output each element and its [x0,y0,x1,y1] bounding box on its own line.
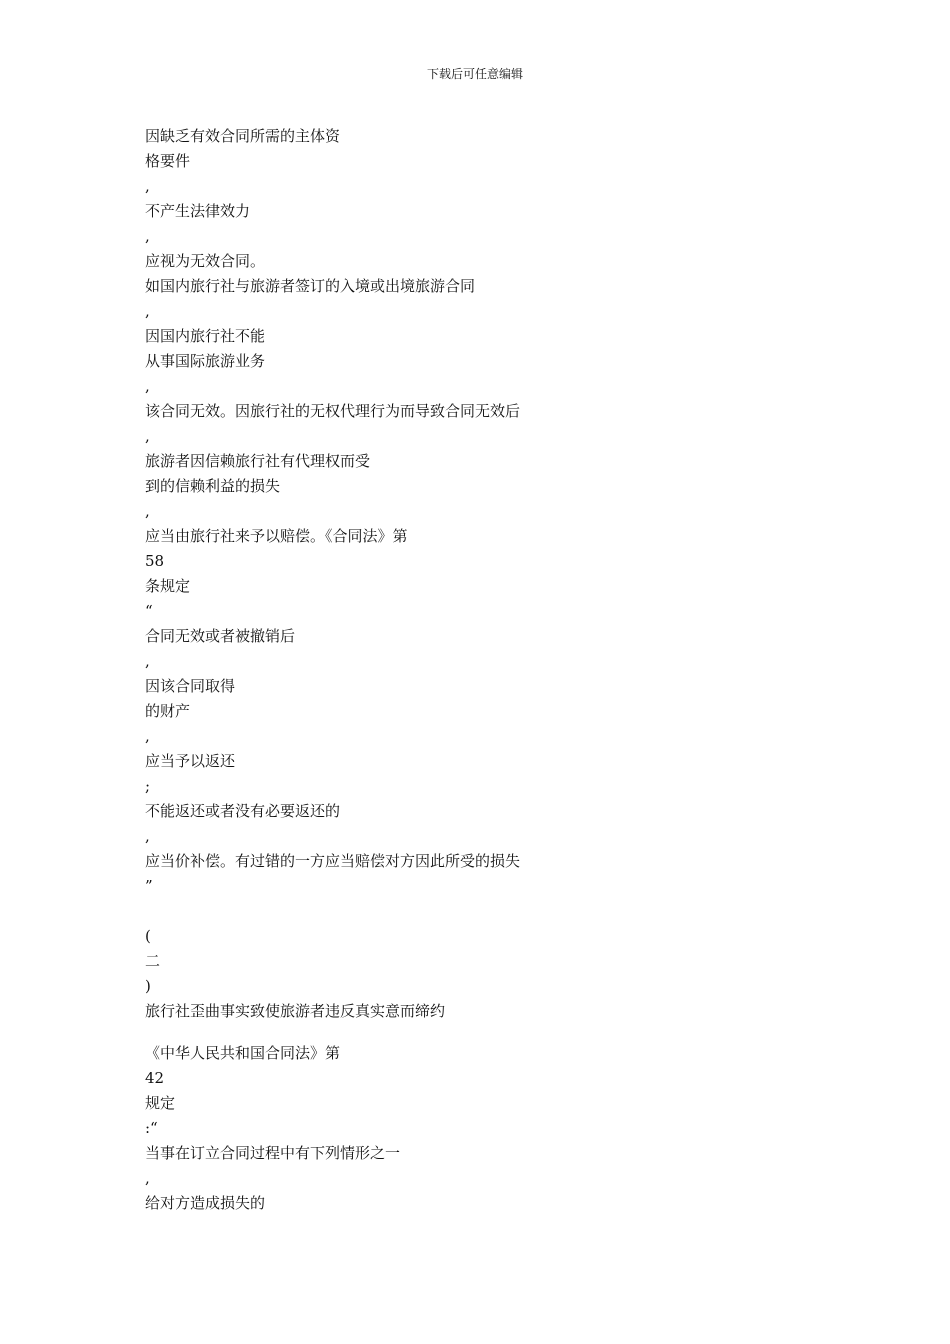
text-line: ( [145,927,151,945]
text-line: , [145,377,150,395]
text-line: 因缺乏有效合同所需的主体资 [145,127,341,145]
text-line: 58 [145,552,165,570]
text-line: 的财产 [145,702,191,720]
text-line: 《中华人民共和国合同法》第 [145,1044,341,1062]
text-line: , [145,1169,150,1187]
paragraph-gap [145,899,785,924]
text-line: 不产生法律效力 [145,202,251,220]
text-line: 旅游者因信赖旅行社有代理权而受 [145,452,371,470]
text-line: 到的信赖利益的损失 [145,477,281,495]
text-line: , [145,227,150,245]
text-line: 条规定 [145,577,191,595]
text-line: 该合同无效。因旅行社的无权代理行为而导致合同无效后 [145,402,521,420]
text-line: ; [145,777,151,795]
document-body [145,124,785,1216]
text-line: 从事国际旅游业务 [145,352,266,370]
text-line: , [145,427,150,445]
text-line: “ [145,602,153,620]
text-line: 不能返还或者没有必要返还的 [145,802,341,820]
section-heading: 旅行社歪曲事实致使旅游者违反真实意而缔约 [145,1002,446,1020]
paragraph-gap [145,1024,785,1041]
text-line: , [145,302,150,320]
text-line: 如国内旅行社与旅游者签订的入境或出境旅游合同 [145,277,476,295]
text-line: , [145,727,150,745]
text-line: 规定 [145,1094,176,1112]
text-line: , [145,827,150,845]
page-header: 下载后可任意编辑 [426,67,523,81]
text-line: 二 [145,952,161,970]
text-line: , [145,652,150,670]
text-line: 合同无效或者被撤销后 [145,627,296,645]
text-line: , [145,502,150,520]
text-line: 因国内旅行社不能 [145,327,266,345]
text-line: 应当价补偿。有过错的一方应当赔偿对方因此所受的损失 [145,852,521,870]
text-line: ” [145,877,153,895]
text-line: 格要件 [145,152,191,170]
text-line: 应视为无效合同。 [145,252,266,270]
text-line: 因该合同取得 [145,677,236,695]
text-line: 应当由旅行社来予以赔偿。《合同法》第 [145,527,408,545]
text-line: ) [145,977,151,995]
text-line: , [145,177,150,195]
text-line: :“ [145,1119,158,1137]
text-line: 42 [145,1069,165,1087]
text-line: 给对方造成损失的 [145,1194,266,1212]
text-line: 应当予以返还 [145,752,236,770]
text-line: 当事在订立合同过程中有下列情形之一 [145,1144,401,1162]
